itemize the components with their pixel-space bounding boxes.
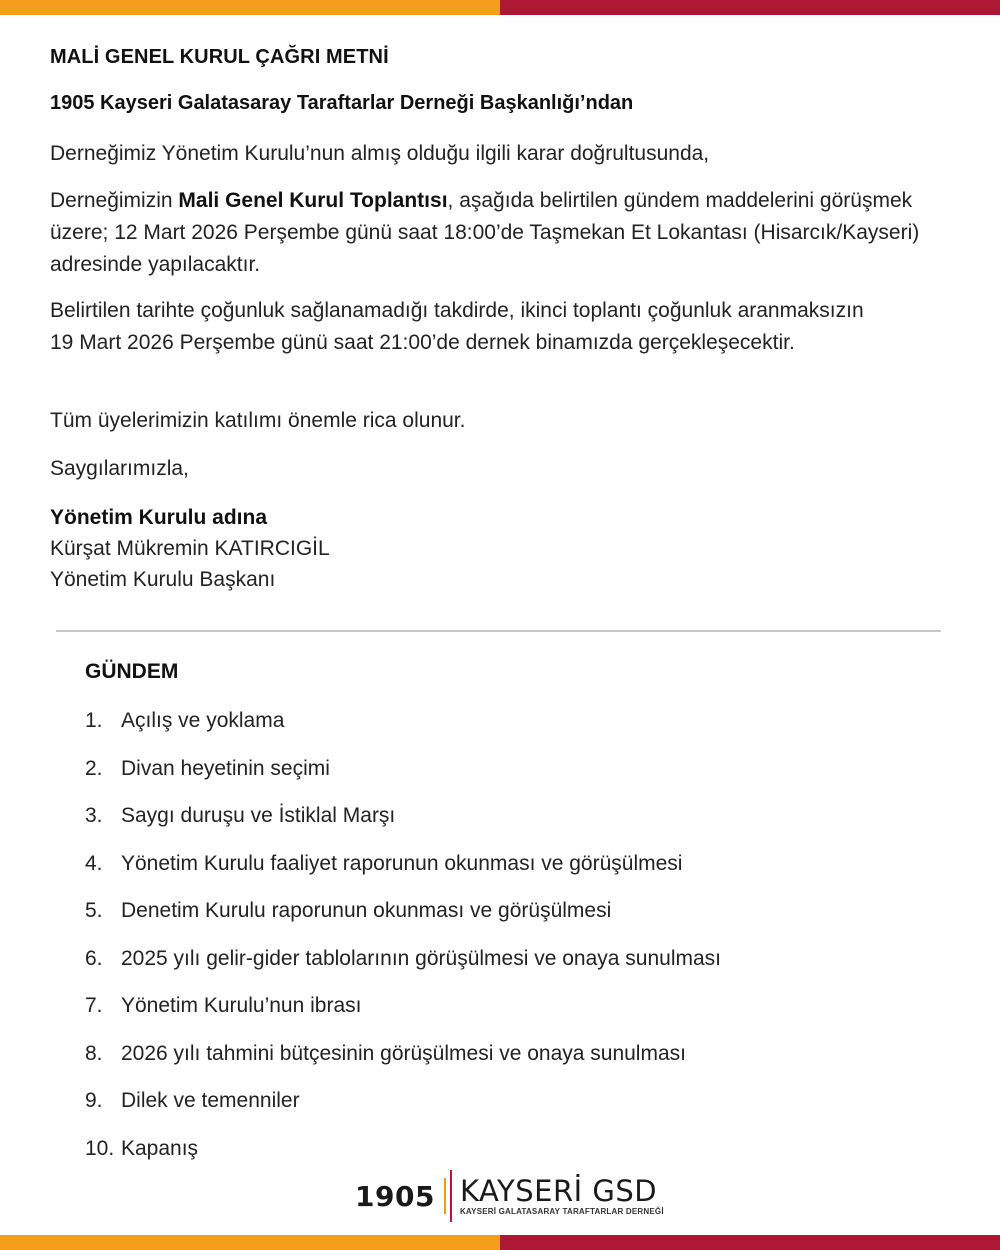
- signature-on-behalf: Yönetim Kurulu adına: [50, 506, 268, 529]
- section-divider: [56, 630, 941, 632]
- agenda-title: GÜNDEM: [85, 660, 179, 683]
- signature-name: Kürşat Mükremin KATIRCIGİL: [50, 537, 330, 560]
- agenda-item: [85, 943, 721, 991]
- agenda-item-text: Dilek ve temenniler: [121, 1089, 300, 1112]
- agenda-item-text: Divan heyetinin seçimi: [121, 756, 330, 780]
- bottom-bar-orange: [0, 1235, 500, 1250]
- agenda-item: [85, 1085, 721, 1133]
- agenda-item-number: 2.: [85, 756, 103, 780]
- agenda-item-number: 10.: [85, 1136, 115, 1160]
- agenda-item-number: 1.: [85, 709, 103, 732]
- agenda-list: [85, 705, 721, 1180]
- agenda-item-text: Yönetim Kurulu faaliyet raporunun okunması ve görüşülmesi: [121, 851, 683, 875]
- request-paragraph: Tüm üyelerimizin katılımı önemle rica olunur.: [50, 409, 466, 432]
- agenda-item-number: 4.: [85, 851, 103, 875]
- agenda-item-text: Açılış ve yoklama: [121, 709, 285, 732]
- agenda-item: [85, 895, 721, 943]
- agenda-item-number: 8.: [85, 1041, 103, 1065]
- logo-divider-orange: [444, 1178, 446, 1214]
- top-color-bar: [0, 0, 1000, 15]
- agenda-item: [85, 1038, 721, 1086]
- logo-divider-crimson: [450, 1170, 452, 1222]
- agenda-item-text: 2026 yılı tahmini bütçesinin görüşülmesi ve onaya sunulması: [121, 1041, 686, 1065]
- second-meeting-paragraph: Belirtilen tarihte çoğunluk sağlanamadığı takdirde, ikinci toplantı çoğunluk aranmaksızın 19 Mart 2026 Perşembe günü saat 21:00’de dernek binamızda gerçekleşecektir.: [50, 299, 864, 354]
- signature-block: [50, 502, 330, 595]
- agenda-item-text: Saygı duruşu ve İstiklal Marşı: [121, 804, 396, 827]
- agenda-item-number: 9.: [85, 1089, 103, 1112]
- meeting-bold: Mali Genel Kurul Toplantısı: [178, 189, 448, 212]
- logo-tagline: KAYSERİ GALATASARAY TARAFTARLAR DERNEĞİ: [459, 1207, 664, 1216]
- document-subtitle: 1905 Kayseri Galatasaray Taraftarlar Derneği Başkanlığı’ndan: [50, 92, 634, 114]
- meeting-suffix: , aşağıda belirtilen gündem maddelerini görüşmek üzere; 12 Mart 2026 Perşembe günü saat 18:00’de Taşmekan Et Lokantası (Hisarcık/Kayseri) adresinde yapılacaktır.: [50, 189, 920, 276]
- meeting-prefix: Derneğimizin: [50, 189, 179, 212]
- top-bar-crimson: [500, 0, 1000, 15]
- logo-year: 1905: [355, 1179, 435, 1213]
- agenda-item-text: Kapanış: [121, 1136, 199, 1160]
- document-title: MALİ GENEL KURUL ÇAĞRI METNİ: [50, 46, 389, 68]
- closing-text: Saygılarımızla,: [50, 457, 189, 480]
- bottom-bar-crimson: [500, 1235, 1000, 1250]
- agenda-item-text: Denetim Kurulu raporunun okunması ve görüşülmesi: [121, 899, 612, 922]
- top-bar-orange: [0, 0, 500, 15]
- bottom-color-bar: [0, 1235, 1000, 1250]
- meeting-paragraph: [50, 185, 930, 281]
- agenda-item: [85, 753, 721, 801]
- signature-role: Yönetim Kurulu Başkanı: [50, 568, 276, 591]
- intro-paragraph: Derneğimiz Yönetim Kurulu’nun almış olduğu ilgili karar doğrultusunda,: [50, 142, 710, 165]
- agenda-item: [85, 848, 721, 896]
- agenda-item: [85, 705, 721, 753]
- agenda-item: [85, 800, 721, 848]
- agenda-item-number: 7.: [85, 994, 103, 1017]
- logo-text: [460, 1176, 664, 1216]
- agenda-item-number: 6.: [85, 946, 103, 970]
- association-logo: [355, 1168, 664, 1224]
- agenda-item-text: 2025 yılı gelir-gider tablolarının görüşülmesi ve onaya sunulması: [121, 946, 721, 970]
- agenda-item-text: Yönetim Kurulu’nun ibrası: [121, 994, 362, 1017]
- logo-brand: KAYSERİ GSD: [459, 1174, 658, 1208]
- agenda-item-number: 5.: [85, 899, 103, 922]
- agenda-item: [85, 990, 721, 1038]
- agenda-item-number: 3.: [85, 804, 103, 827]
